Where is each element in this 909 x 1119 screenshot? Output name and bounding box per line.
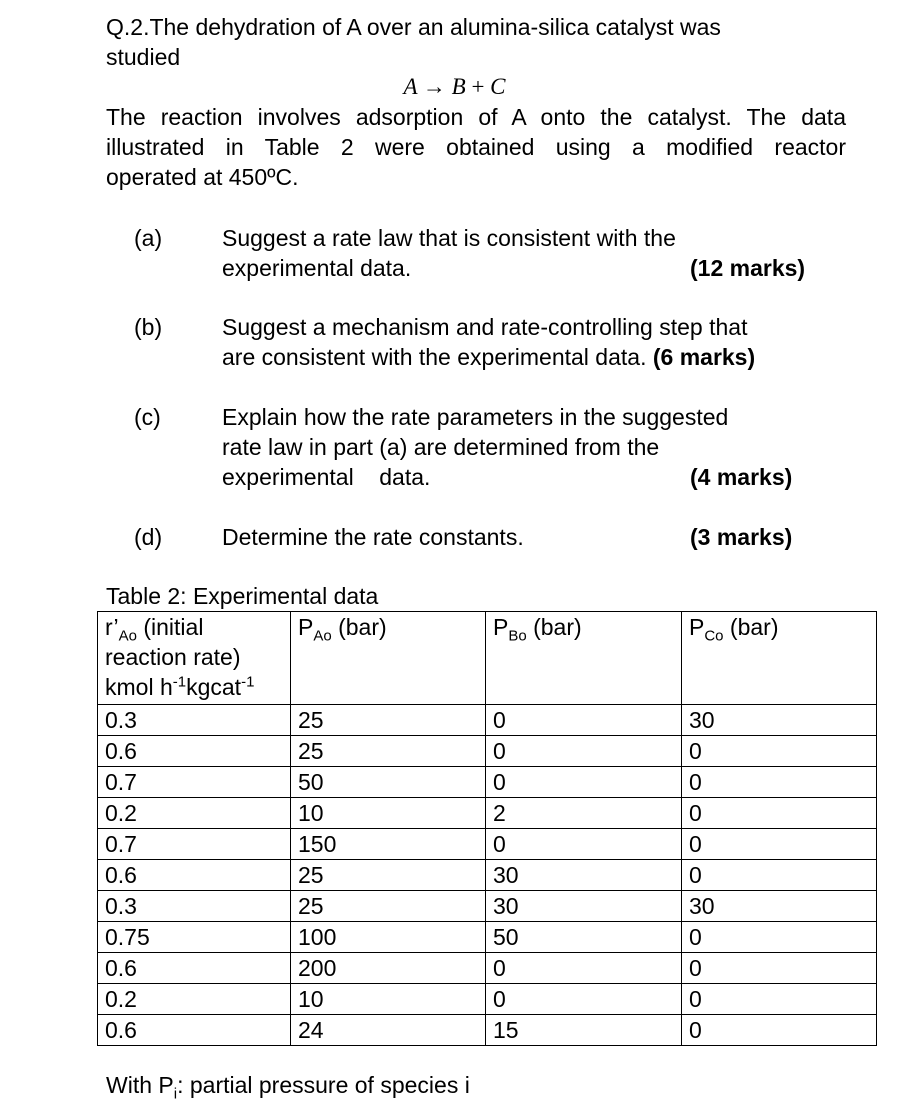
table-row [98, 891, 877, 922]
para-line-2: illustrated in Table 2 were obtained using a modified reactor [106, 134, 846, 160]
cell-pco: 30 [682, 891, 877, 922]
header-pao [291, 612, 486, 705]
part-c-line-3: experimental data. [222, 464, 431, 490]
para-line-1: The reaction involves adsorption of A onto the catalyst. The data [106, 104, 846, 130]
part-d-label: (d) [134, 524, 163, 550]
eq-product-2: C [490, 74, 506, 99]
cell-pco: 0 [682, 767, 877, 798]
cell-pao: 25 [291, 891, 486, 922]
table-row [98, 1015, 877, 1046]
cell-pao: 25 [291, 860, 486, 891]
cell-pbo: 0 [486, 829, 682, 860]
footnote-sub: i [173, 1085, 178, 1103]
cell-rate: 0.3 [98, 705, 291, 736]
cell-pao: 150 [291, 829, 486, 860]
part-d-line-1: Determine the rate constants. [222, 524, 524, 550]
question-paragraph [106, 102, 846, 192]
cell-rate: 0.6 [98, 1015, 291, 1046]
experimental-data-table [97, 611, 877, 1046]
intro-line-1: Q.2.The dehydration of A over an alumina-silica catalyst was [106, 14, 721, 40]
header-rate-rest: (initial [136, 614, 204, 640]
cell-pao: 50 [291, 767, 486, 798]
part-b-label: (b) [134, 314, 163, 340]
header-pco-rest: (bar) [723, 614, 779, 640]
cell-rate: 0.6 [98, 860, 291, 891]
part-b-line-2 [222, 342, 822, 372]
cell-pbo: 0 [486, 984, 682, 1015]
eq-plus: + [471, 74, 485, 99]
part-b-line-2-text: are consistent with the experimental data. [222, 344, 647, 370]
part-c-marks: (4 marks) [690, 464, 793, 490]
eq-product-1: B [451, 74, 466, 99]
cell-pao: 25 [291, 736, 486, 767]
cell-pco: 30 [682, 705, 877, 736]
footnote-a: With P [106, 1072, 174, 1098]
header-pbo-rest: (bar) [526, 614, 582, 640]
cell-pao: 200 [291, 953, 486, 984]
header-pao-main: P [298, 614, 314, 640]
cell-pco: 0 [682, 798, 877, 829]
cell-rate: 0.2 [98, 798, 291, 829]
cell-pao: 25 [291, 705, 486, 736]
header-pco-main: P [689, 614, 705, 640]
header-pbo-main: P [493, 614, 509, 640]
table-row [98, 860, 877, 891]
cell-pao: 100 [291, 922, 486, 953]
header-pbo [486, 612, 682, 705]
part-c-line-2: rate law in part (a) are determined from the [222, 434, 660, 460]
reaction-equation [0, 72, 909, 102]
cell-pbo: 30 [486, 860, 682, 891]
cell-rate: 0.6 [98, 953, 291, 984]
part-b-line-1: Suggest a mechanism and rate-controlling step that [222, 314, 748, 340]
cell-pco: 0 [682, 922, 877, 953]
table-row [98, 829, 877, 860]
part-b-marks: (6 marks) [652, 344, 756, 370]
cell-rate: 0.7 [98, 829, 291, 860]
cell-pbo: 2 [486, 798, 682, 829]
part-c-label: (c) [134, 404, 161, 430]
cell-pbo: 0 [486, 736, 682, 767]
cell-pbo: 0 [486, 953, 682, 984]
cell-pco: 0 [682, 860, 877, 891]
cell-pco: 0 [682, 1015, 877, 1046]
header-rate-sup2: -1 [241, 673, 255, 691]
cell-pbo: 50 [486, 922, 682, 953]
cell-pao: 24 [291, 1015, 486, 1046]
eq-arrow: → [422, 74, 446, 99]
cell-rate: 0.6 [98, 736, 291, 767]
cell-rate: 0.3 [98, 891, 291, 922]
para-line-3: operated at 450ºC. [106, 164, 299, 190]
table-row [98, 705, 877, 736]
intro-line-2: studied [106, 44, 181, 70]
header-rate [98, 612, 291, 705]
header-rate-line3a: kmol h [105, 674, 173, 700]
cell-pbo: 0 [486, 705, 682, 736]
cell-pbo: 0 [486, 767, 682, 798]
eq-reactant: A [403, 74, 418, 99]
part-a-line-1: Suggest a rate law that is consistent with the [222, 225, 676, 251]
header-pao-sub: Ao [313, 627, 332, 645]
footnote-b: : partial pressure of species i [177, 1072, 470, 1098]
part-a-marks: (12 marks) [690, 255, 806, 281]
part-a-line-2: experimental data. [222, 255, 412, 281]
table-header-row [98, 612, 877, 705]
part-a-label: (a) [134, 225, 163, 251]
header-pco [682, 612, 877, 705]
table-row [98, 798, 877, 829]
header-rate-sub: Ao [118, 627, 137, 645]
cell-pco: 0 [682, 984, 877, 1015]
cell-pao: 10 [291, 984, 486, 1015]
part-d-marks: (3 marks) [690, 524, 793, 550]
cell-rate: 0.75 [98, 922, 291, 953]
cell-pbo: 30 [486, 891, 682, 922]
table-caption: Table 2: Experimental data [106, 583, 379, 609]
table-row [98, 922, 877, 953]
header-pao-rest: (bar) [331, 614, 387, 640]
part-c-line-1: Explain how the rate parameters in the suggested [222, 404, 729, 430]
cell-rate: 0.2 [98, 984, 291, 1015]
cell-pco: 0 [682, 953, 877, 984]
header-pbo-sub: Bo [508, 627, 527, 645]
header-rate-sup1: -1 [172, 673, 187, 691]
question-intro [106, 12, 846, 72]
cell-pao: 10 [291, 798, 486, 829]
table-row [98, 984, 877, 1015]
header-rate-line3b: kgcat [186, 674, 242, 700]
cell-pco: 0 [682, 829, 877, 860]
table-row [98, 767, 877, 798]
footnote [106, 1070, 470, 1103]
cell-rate: 0.7 [98, 767, 291, 798]
header-pco-sub: Co [704, 627, 724, 645]
cell-pco: 0 [682, 736, 877, 767]
header-rate-line2: reaction rate) [105, 644, 241, 670]
table-row [98, 953, 877, 984]
header-rate-main: r’ [105, 614, 119, 640]
cell-pbo: 15 [486, 1015, 682, 1046]
table-row [98, 736, 877, 767]
